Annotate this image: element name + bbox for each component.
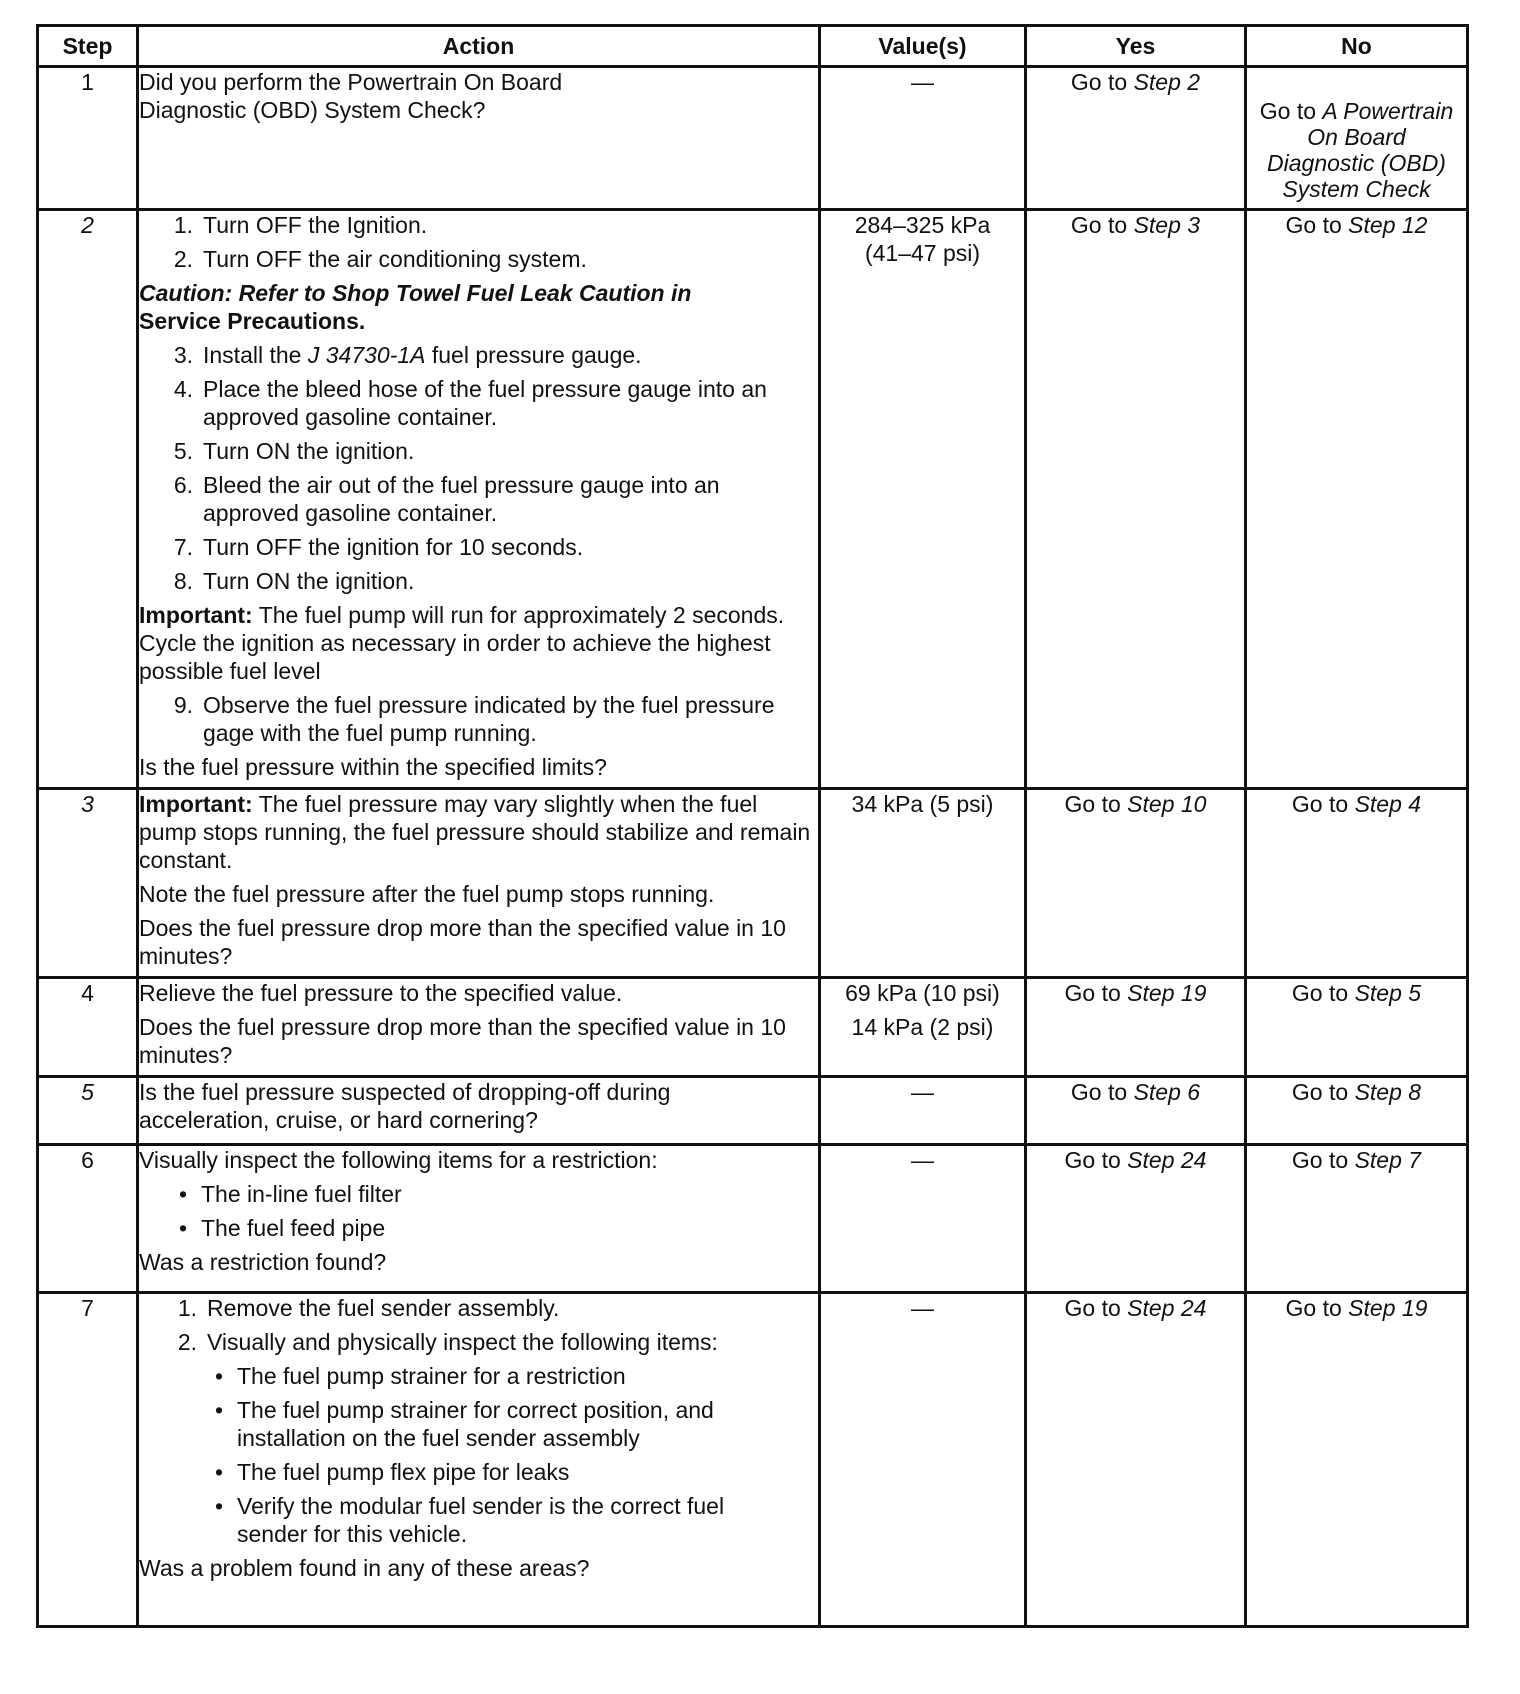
yes-cell: Go to Step 24	[1026, 1145, 1246, 1293]
table-row-step-4	[38, 978, 1468, 1077]
list-item: 1. Turn OFF the Ignition.	[173, 212, 428, 238]
no-link[interactable]: Step 5	[1354, 980, 1422, 1006]
value-kpa: 284–325 kPa	[854, 212, 991, 238]
go-to-label: Go to	[1259, 98, 1317, 124]
table-row-step-1	[38, 67, 1468, 210]
yes-cell: Go to Step 24	[1026, 1293, 1246, 1627]
list-item: 3. Install the J 34730-1A fuel pressure gauge.	[173, 342, 642, 368]
action-cell	[138, 1145, 820, 1293]
no-link[interactable]: Step 7	[1354, 1147, 1422, 1173]
header-step: Step	[38, 26, 138, 67]
action-question: Does the fuel pressure drop more than the specified value in 10 minutes?	[139, 1014, 786, 1068]
action-cell	[138, 978, 820, 1077]
list-item: • Verify the modular fuel sender is the correct fuel sender for this vehicle.	[214, 1493, 725, 1547]
no-cell: Go to Step 8	[1246, 1077, 1468, 1145]
list-item: • The in-line fuel filter	[178, 1181, 402, 1207]
no-cell	[1246, 67, 1468, 210]
value-cell	[820, 978, 1026, 1077]
list-item: 9. Observe the fuel pressure indicated by the fuel pressure gage with the fuel pump running.	[173, 692, 775, 746]
step-number: 4	[38, 978, 138, 1077]
value-cell: —	[820, 1145, 1026, 1293]
step-number: 6	[38, 1145, 138, 1293]
list-item: 5. Turn ON the ignition.	[173, 438, 415, 464]
tool-reference: J 34730-1A	[307, 342, 426, 368]
list-item: • The fuel pump strainer for a restriction	[214, 1363, 626, 1389]
list-item: • The fuel pump strainer for correct position, and installation on the fuel sender assembly	[214, 1397, 714, 1451]
list-item: 2. Visually and physically inspect the following items:	[177, 1329, 718, 1355]
no-cell: Go to Step 4	[1246, 789, 1468, 978]
table-row-step-2	[38, 210, 1468, 789]
important-note: Important: The fuel pump will run for approximately 2 seconds. Cycle the ignition as necessary in order to achieve the highest possible fuel level	[139, 602, 785, 684]
list-item: 2. Turn OFF the air conditioning system.	[173, 246, 587, 272]
yes-link[interactable]: Step 3	[1133, 212, 1201, 238]
action-text: Visually inspect the following items for a restriction:	[139, 1147, 658, 1173]
list-item: 8. Turn ON the ignition.	[173, 568, 415, 594]
action-question: Is the fuel pressure suspected of dropping-off during acceleration, cruise, or hard cornering?	[139, 1079, 671, 1133]
table-row-step-5	[38, 1077, 1468, 1145]
header-action: Action	[138, 26, 820, 67]
action-question: Did you perform the Powertrain On Board Diagnostic (OBD) System Check?	[139, 69, 563, 123]
yes-link[interactable]: Step 10	[1127, 791, 1207, 817]
list-item: • The fuel feed pipe	[178, 1215, 386, 1241]
action-cell	[138, 1077, 820, 1145]
table-row-step-6	[38, 1145, 1468, 1293]
yes-link[interactable]: Step 24	[1127, 1295, 1207, 1321]
yes-cell	[1026, 67, 1246, 210]
go-to-label: Go to	[1070, 69, 1128, 95]
action-cell	[138, 1293, 820, 1627]
step-number: 3	[38, 789, 138, 978]
action-question: Was a problem found in any of these areas?	[139, 1555, 590, 1581]
value-cell: 34 kPa (5 psi)	[820, 789, 1026, 978]
no-cell: Go to Step 7	[1246, 1145, 1468, 1293]
caution-note: Caution: Refer to Shop Towel Fuel Leak Caution in Service Precautions.	[139, 280, 692, 334]
yes-cell: Go to Step 10	[1026, 789, 1246, 978]
list-item: 6. Bleed the air out of the fuel pressure gauge into an approved gasoline container.	[173, 472, 720, 526]
list-item: 7. Turn OFF the ignition for 10 seconds.	[173, 534, 584, 560]
value-relieve: 69 kPa (10 psi)	[845, 980, 1000, 1006]
header-values: Value(s)	[820, 26, 1026, 67]
no-link[interactable]: Step 19	[1348, 1295, 1428, 1321]
yes-cell: Go to Step 3	[1026, 210, 1246, 789]
action-question: Is the fuel pressure within the specified limits?	[139, 754, 607, 780]
table-row-step-3	[38, 789, 1468, 978]
yes-link[interactable]: Step 2	[1133, 69, 1201, 95]
diagnostic-table	[36, 24, 1469, 1628]
list-item: 4. Place the bleed hose of the fuel pressure gauge into an approved gasoline container.	[173, 376, 767, 430]
yes-cell: Go to Step 6	[1026, 1077, 1246, 1145]
value-psi: (41–47 psi)	[864, 240, 981, 266]
no-cell: Go to Step 5	[1246, 978, 1468, 1077]
no-link[interactable]: Step 12	[1348, 212, 1428, 238]
step-number: 5	[38, 1077, 138, 1145]
yes-link[interactable]: Step 6	[1133, 1079, 1201, 1105]
value-cell: —	[820, 67, 1026, 210]
action-question: Does the fuel pressure drop more than the specified value in 10 minutes?	[139, 915, 786, 969]
list-item: • The fuel pump flex pipe for leaks	[214, 1459, 570, 1485]
important-note: Important: The fuel pressure may vary slightly when the fuel pump stops running, the fuel pressure should stabilize and remain constant.	[139, 791, 811, 873]
value-cell: —	[820, 1293, 1026, 1627]
action-question: Was a restriction found?	[139, 1249, 387, 1275]
step-number: 1	[38, 67, 138, 210]
no-link[interactable]: Step 4	[1354, 791, 1422, 817]
action-text: Note the fuel pressure after the fuel pump stops running.	[139, 881, 715, 907]
step-number: 2	[38, 210, 138, 789]
header-yes: Yes	[1026, 26, 1246, 67]
yes-link[interactable]: Step 19	[1127, 980, 1207, 1006]
value-cell: —	[820, 1077, 1026, 1145]
header-no: No	[1246, 26, 1468, 67]
table-row-step-7	[38, 1293, 1468, 1627]
value-cell	[820, 210, 1026, 789]
step-number: 7	[38, 1293, 138, 1627]
action-text: Relieve the fuel pressure to the specified value.	[139, 980, 623, 1006]
no-cell: Go to Step 12	[1246, 210, 1468, 789]
action-cell	[138, 789, 820, 978]
yes-cell: Go to Step 19	[1026, 978, 1246, 1077]
value-drop: 14 kPa (2 psi)	[851, 1014, 994, 1040]
list-item: 1. Remove the fuel sender assembly.	[177, 1295, 560, 1321]
header-row	[38, 26, 1468, 67]
action-cell	[138, 210, 820, 789]
no-link[interactable]: A Powertrain On Board Diagnostic (OBD) System Check	[1267, 98, 1454, 202]
no-link[interactable]: Step 8	[1354, 1079, 1422, 1105]
action-cell	[138, 67, 820, 210]
yes-link[interactable]: Step 24	[1127, 1147, 1207, 1173]
no-cell: Go to Step 19	[1246, 1293, 1468, 1627]
